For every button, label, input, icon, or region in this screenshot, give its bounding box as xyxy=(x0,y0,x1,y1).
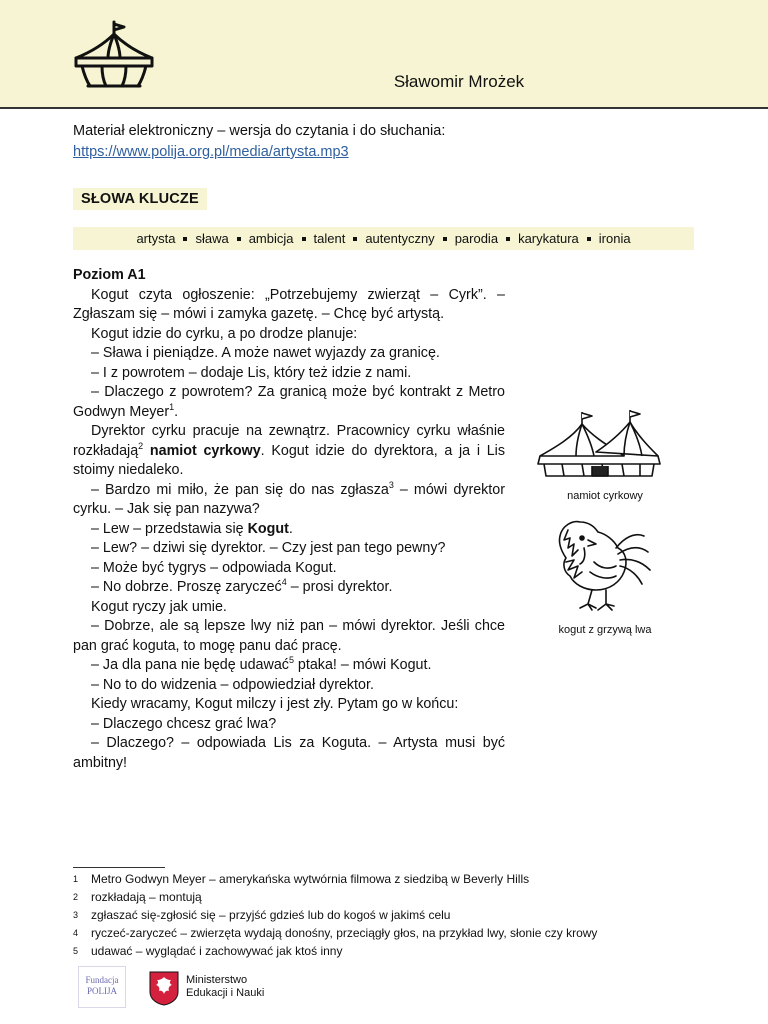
footnote xyxy=(73,870,597,888)
source-info xyxy=(73,121,445,163)
story-paragraph: – Lew? – dziwi się dyrektor. – Czy jest pan tego pewny? xyxy=(91,540,446,556)
footnotes xyxy=(73,870,597,960)
story-text-segment: – Lew – przedstawia się xyxy=(91,520,248,537)
circus-tent-illustration xyxy=(532,410,664,482)
ministry-name-line: Edukacji i Nauki xyxy=(186,987,265,999)
audio-link[interactable]: https://www.polija.org.pl/media/artysta.mp3 xyxy=(73,144,349,160)
footnote-text: udawać – wyglądać i zachowywać jak ktoś inny xyxy=(91,944,343,958)
story-paragraph: – Może być tygrys – odpowiada Kogut. xyxy=(91,559,337,576)
footnote-ref: 3 xyxy=(388,479,394,490)
polija-logo-text: POLIJA xyxy=(86,986,117,996)
footnote-text: zgłaszać się-zgłosić się – przyjść gdzieś lub do kogoś w jakimś celu xyxy=(91,908,451,922)
footnote-number: 2 xyxy=(73,892,79,902)
footnote-number: 4 xyxy=(73,928,79,938)
keyword: autentyczny xyxy=(365,231,435,246)
polija-logo-text: Fundacja xyxy=(85,975,119,985)
rooster-caption: kogut z grzywą lwa xyxy=(558,624,652,636)
footnote-number: 3 xyxy=(73,910,79,920)
separator-square-icon xyxy=(506,237,510,241)
story-text xyxy=(73,266,505,773)
story-text-segment: . Kogut idzie do dyrektora, a ja i Lis stoimy niedaleko. xyxy=(73,442,505,478)
story-text-segment: – No dobrze. Proszę zaryczeć xyxy=(91,579,282,595)
story-text-segment: – prosi dyrektor. xyxy=(286,579,393,595)
footnote-text: rozkładają – montują xyxy=(91,890,202,904)
footnote-divider xyxy=(73,867,165,868)
separator-square-icon xyxy=(183,237,187,241)
story-paragraph xyxy=(73,656,505,676)
story-paragraph xyxy=(73,481,505,520)
story-paragraph: Kogut ryczy jak umie. xyxy=(91,598,227,615)
footnote-ref: 4 xyxy=(281,577,287,588)
keywords-title: SŁOWA KLUCZE xyxy=(73,188,207,210)
footnote-number: 1 xyxy=(73,874,79,884)
story-paragraph: – Dlaczego z powrotem? Za granicą może być kontrakt z Metro Godwyn Meyer$^1$. xyxy=(73,384,505,420)
keyword: karykatura xyxy=(518,231,579,246)
separator-square-icon xyxy=(237,237,241,241)
separator-square-icon xyxy=(353,237,357,241)
polija-logo xyxy=(78,966,126,1008)
story-text-segment: – Bardzo mi miło, że pan się do nas zgłasza xyxy=(91,481,389,498)
story-paragraph xyxy=(73,520,505,540)
story-paragraph: – Dlaczego chcesz grać lwa? xyxy=(91,715,277,732)
story-paragraph xyxy=(73,578,505,598)
story-paragraph: Kogut czyta ogłoszenie: „Potrzebujemy zwierząt – Cyrk”. – Zgłaszam się – mówi i zamyka gazetę. – Chcę być artystą. xyxy=(73,286,505,322)
footnote-ref: 5 xyxy=(288,655,294,666)
keyword: parodia xyxy=(454,231,499,246)
separator-square-icon xyxy=(302,237,306,241)
footnote-ref: 1 xyxy=(169,401,175,412)
footnote xyxy=(73,888,597,906)
footnote xyxy=(73,924,597,942)
story-paragraph: – No to do widzenia – odpowiedział dyrektor. xyxy=(91,676,374,693)
keywords-list xyxy=(73,227,694,250)
story-text-segment: . xyxy=(288,520,293,537)
separator-square-icon xyxy=(587,237,591,241)
keyword: ambicja xyxy=(248,231,294,246)
keyword: talent xyxy=(313,231,346,246)
footnote-text: ryczeć-zaryczeć – zwierzęta wydają donośny, przeciągły głos, na przykład lwy, słonie czy krowy xyxy=(91,926,598,940)
story-text-segment: – Dlaczego z powrotem? Za granicą może być kontrakt z Metro Godwyn Meyer xyxy=(73,384,505,420)
footnote-ref: 2 xyxy=(138,440,144,451)
tent-caption: namiot cyrkowy xyxy=(567,490,643,502)
eagle-emblem-icon xyxy=(148,970,180,1006)
footnote-text: Metro Godwyn Meyer – amerykańska wytwórnia filmowa z siedzibą w Beverly Hills xyxy=(91,872,530,886)
story-text-segment: – mówi dyrektor cyrku. – Jak się pan nazywa? xyxy=(73,481,505,517)
keyword: sława xyxy=(195,231,229,246)
story-paragraph: Kogut idzie do cyrku, a po drodze planuje: xyxy=(91,325,358,342)
keyword: ironia xyxy=(598,231,631,246)
rooster-illustration xyxy=(554,518,654,618)
story-text-segment: Dyrektor cyrku pracuje na zewnątrz. Pracownicy cyrku właśnie rozkładają xyxy=(73,423,505,459)
story-paragraph xyxy=(73,422,505,481)
author-name: Sławomir Mrożek xyxy=(393,72,525,91)
story-paragraph: Kiedy wracamy, Kogut milczy i jest zły. Pytam go w końcu: xyxy=(91,696,459,712)
keyword: artysta xyxy=(136,231,176,246)
level-heading: Poziom A1 xyxy=(73,267,146,283)
source-label: Materiał elektroniczny – wersja do czytania i do słuchania: xyxy=(73,123,446,139)
story-text-segment: – Ja dla pana nie będę udawać xyxy=(91,657,289,673)
sponsor-logos xyxy=(78,966,378,1010)
ministry-name xyxy=(186,974,264,1000)
ministry-name-line: Ministerstwo xyxy=(186,974,248,986)
footnote xyxy=(73,906,597,924)
separator-square-icon xyxy=(443,237,447,241)
footnote xyxy=(73,942,597,960)
story-text-segment: ptaka! – mówi Kogut. xyxy=(293,657,432,673)
story-paragraph: – Sława i pieniądze. A może nawet wyjazdy za granicę. xyxy=(91,345,440,361)
story-paragraph: – I z powrotem – dodaje Lis, który też idzie z nami. xyxy=(91,364,412,381)
story-paragraph: – Dobrze, ale są lepsze lwy niż pan – mówi dyrektor. Jeśli chce pan grać koguta, to mogę panu dać pracę. xyxy=(73,618,505,654)
footnote-number: 5 xyxy=(73,946,79,956)
story-paragraph: – Dlaczego? – odpowiada Lis za Koguta. – Artysta musi być ambitny! xyxy=(73,735,505,771)
page-header xyxy=(0,0,768,109)
bold-term: Kogut xyxy=(247,520,289,537)
bold-term: namiot cyrkowy xyxy=(149,442,261,459)
